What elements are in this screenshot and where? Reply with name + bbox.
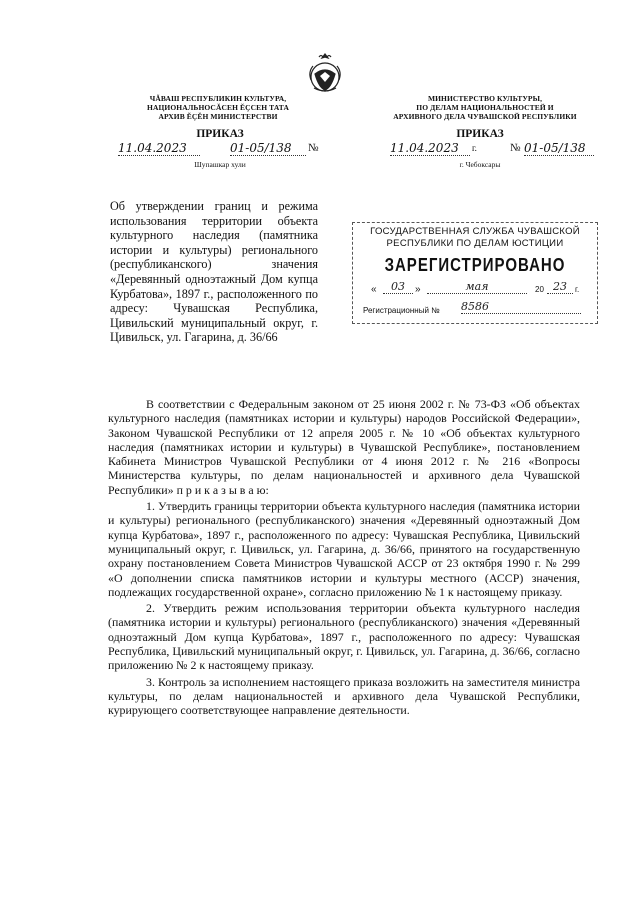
coat-of-arms-emblem	[302, 50, 348, 96]
order-date-number-right	[390, 141, 600, 157]
stamp-registered: ЗАРЕГИСТРИРОВАНО	[384, 254, 566, 277]
order-date-right: 11.04.2023	[390, 141, 470, 156]
document-body	[108, 397, 580, 718]
header-right-line: ПО ДЕЛАМ НАЦИОНАЛЬНОСТЕЙ И	[416, 103, 554, 112]
number-sign-right: №	[510, 142, 521, 154]
stamp-year-prefix: 20	[535, 285, 544, 294]
city-left: Шупашкар хули	[194, 160, 246, 169]
order-date-left: 11.04.2023	[118, 141, 200, 156]
header-right-line: МИНИСТЕРСТВО КУЛЬТУРЫ,	[427, 94, 543, 103]
stamp-line-1: ГОСУДАРСТВЕННАЯ СЛУЖБА ЧУВАШСКОЙ	[370, 226, 580, 237]
body-paragraph: 2. Утвердить режим использования территории объекта культурного наследия (памятника истории и культуры) регионального (республиканского) значения «Деревянный одноэтажный Дом купца Курбатова», 1897 г., расположенного по адресу: Чувашская Республика, Цивильский муниципальный округ, г. Цивильск, ул. Гагарина, д. 36/66, согласно приложению № 2 к настоящему приказу.	[108, 601, 580, 673]
header-left-line: ЧĂВАШ РЕСПУБЛИКИН КУЛЬТУРА,	[149, 94, 287, 103]
stamp-line-2: РЕСПУБЛИКИ ПО ДЕЛАМ ЮСТИЦИИ	[386, 238, 564, 249]
body-paragraph: 1. Утвердить границы территории объекта культурного наследия (памятника истории и культуры) регионального (республиканского) значения «Деревянный одноэтажный Дом купца Курбатова», 1897 г., расположенного по адресу: Чувашская Республика, Цивильский муниципальный округ, г. Цивильск, ул. Гагарина, д. 36/66, принятого на государственную охрану постановлением Совета Министров Чувашской АССР от 23 октября 1990 г. № 299 «О дополнении списка памятников истории и культуры местного (АССР) значения, подлежащих государственной охране», согласно приложению № 1 к настоящему приказу.	[108, 499, 580, 599]
stamp-close-quote: »	[415, 284, 421, 295]
year-suffix-right: г.	[472, 143, 477, 153]
order-number-right: 01-05/138	[524, 141, 594, 156]
header-left-line: НАЦИОНАЛЬНОСĂСЕН ĔÇСЕН ТАТА	[147, 103, 289, 112]
stamp-month: мая	[427, 280, 527, 294]
number-sign-left: №	[308, 142, 319, 154]
stamp-reg-row	[353, 302, 597, 318]
body-paragraph: 3. Контроль за исполнением настоящего приказа возложить на заместителя министра культуры, по делам национальностей и архивного дела Чувашской Республики, курирующего соответствующее направление деятельности.	[108, 674, 580, 718]
stamp-year: 23	[547, 280, 573, 294]
order-number-left: 01-05/138	[230, 141, 306, 156]
header-right-line: АРХИВНОГО ДЕЛА ЧУВАШСКОЙ РЕСПУБЛИКИ	[393, 112, 577, 121]
document-title: Об утверждении границ и режима использования территории объекта культурного наследия (памятника истории и культуры) регионального (республиканского) значения «Деревянный одноэтажный Дом купца Курбатова», 1897 г., расположенного по адресу: Чувашская Республика, Цивильский муниципальный округ, г. Цивильск, ул. Гагарина, д. 36/66	[110, 199, 318, 345]
stamp-reg-label: Регистрационный №	[363, 306, 440, 315]
stamp-day: 03	[383, 280, 413, 294]
registration-stamp	[352, 222, 598, 324]
stamp-open-quote: «	[371, 284, 377, 295]
body-paragraph: В соответствии с Федеральным законом от 25 июня 2002 г. № 73-ФЗ «Об объектах культурного наследия (памятниках истории и культуры) народов Российской Федерации», Законом Чувашской Республики от 12 апреля 2005 г. № 10 «Об объектах культурного наследия (памятниках истории и культуры) в Чувашской Республике», постановлением Кабинета Министров Чувашской Республики от 4 июня 2012 г. № 216 «Вопросы Министерства культуры, по делам национальностей и архивного дела Чувашской Республики» п р и к а з ы в а ю:	[108, 397, 580, 497]
stamp-reg-number: 8586	[461, 300, 581, 314]
prikaz-right: ПРИКАЗ	[456, 128, 504, 140]
order-date-number-left	[118, 141, 323, 157]
header-left	[118, 94, 318, 121]
stamp-year-suffix: г.	[575, 285, 580, 294]
stamp-date-row	[353, 280, 597, 300]
header-right	[375, 94, 595, 121]
header-left-line: АРХИВ ĔÇĔН МИНИСТЕРСТВИ	[158, 112, 278, 121]
prikaz-left: ПРИКАЗ	[196, 128, 244, 140]
city-right: г. Чебоксары	[459, 160, 501, 169]
